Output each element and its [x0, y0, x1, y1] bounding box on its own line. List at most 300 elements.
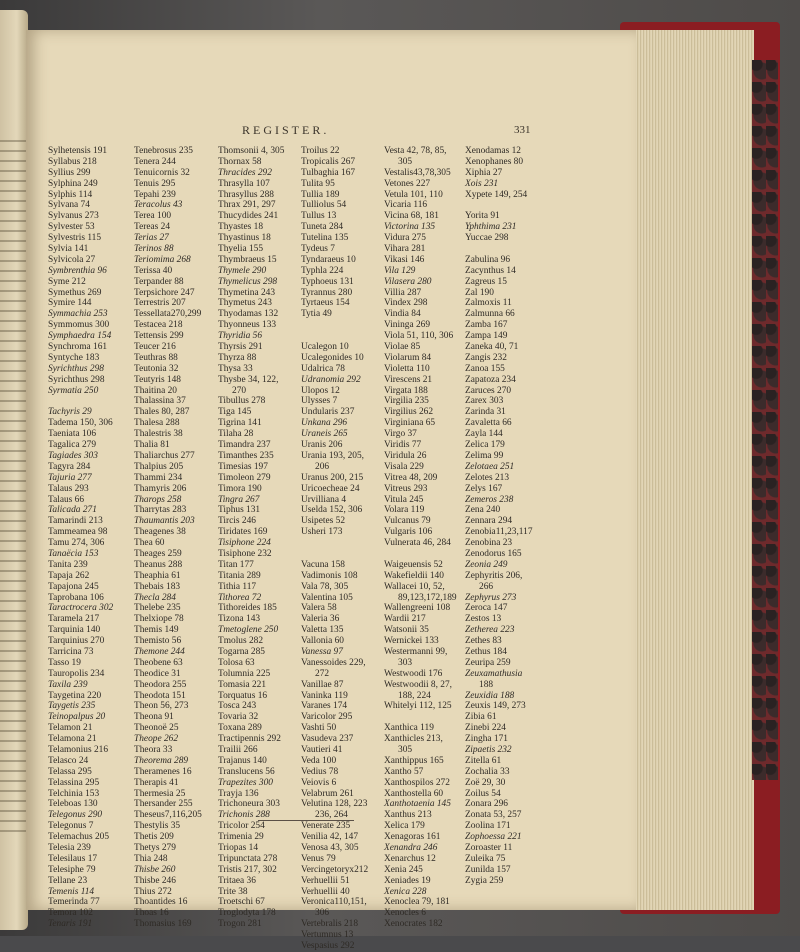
- index-entry: Trajanus 140: [218, 755, 267, 766]
- index-entry: Zelotaea 251: [465, 461, 515, 472]
- index-entry: Thersander 255: [134, 799, 193, 810]
- index-entry: Undularis 237: [301, 407, 355, 418]
- index-entry: Vestalis43,78,305: [384, 167, 451, 178]
- index-entry: Thyastes 18: [218, 222, 264, 233]
- index-entry: Xanthippus 165: [384, 755, 444, 766]
- index-entry: Thetys 279: [134, 843, 176, 853]
- index-entry: Thoantides 16: [134, 897, 188, 908]
- index-entry: Thoas 16: [134, 908, 169, 919]
- index-entry: Xenocles 6: [384, 908, 426, 919]
- index-entry: Tettensis 299: [134, 331, 184, 342]
- index-entry: Tircis 246: [218, 516, 256, 527]
- index-entry: Taramela 217: [48, 614, 100, 625]
- index-entry: Viridula 26: [384, 450, 427, 461]
- index-entry: Theobene 63: [134, 657, 183, 668]
- index-entry: Tiga 145: [218, 407, 252, 418]
- index-entry: Xenandra 246: [384, 843, 438, 853]
- index-entry: Thomasius 169: [134, 919, 192, 930]
- index-entry: Sylvia 141: [48, 244, 89, 255]
- index-column-2: [134, 146, 202, 930]
- index-entry: Theseus7,116,205: [134, 810, 202, 821]
- index-entry: Yuccae 298: [465, 233, 509, 244]
- index-entry: Tamarindi 213: [48, 516, 103, 527]
- index-entry: Taygetis 235: [48, 701, 96, 712]
- index-entry: Tovaria 32: [218, 712, 259, 723]
- index-entry: Zinebi 224: [465, 723, 506, 734]
- index-entry: Tagiades 303: [48, 450, 98, 461]
- index-entry: Theagenes 38: [134, 527, 186, 538]
- letter-gap: [301, 538, 368, 549]
- index-entry: Zonata 53, 257: [465, 810, 522, 821]
- index-entry: Zenobina 23: [465, 538, 513, 549]
- index-entry: Xenia 245: [384, 864, 423, 875]
- index-entry: Vindex 298: [384, 298, 428, 309]
- index-entry: Tenera 244: [134, 156, 176, 167]
- index-entry: Vitula 245: [384, 494, 424, 505]
- index-entry: Tenaris 191: [48, 919, 93, 930]
- index-entry: Toxana 289: [218, 723, 262, 734]
- index-entry: Symphaedra 154: [48, 331, 112, 342]
- index-entry: Tripunctata 278: [218, 853, 278, 864]
- index-entry: Valentina 105: [301, 592, 353, 603]
- index-entry: Vacuna 158: [301, 559, 345, 570]
- index-entry: Syrichthus 298: [48, 363, 104, 374]
- index-entry: Telassa 295: [48, 766, 92, 777]
- index-entry: Tharrytas 283: [134, 505, 187, 516]
- index-entry: Zagreus 15: [465, 276, 507, 287]
- index-entry: Translucens 56: [218, 766, 275, 777]
- index-entry: Viridis 77: [384, 440, 422, 451]
- index-entry: Thalpius 205: [134, 461, 184, 472]
- index-entry: Tellane 23: [48, 875, 88, 886]
- index-entry: Theodice 31: [134, 668, 181, 679]
- index-entry: Zethes 83: [465, 636, 502, 647]
- index-entry: Therapis 41: [134, 777, 179, 788]
- index-entry: 303: [398, 657, 413, 668]
- index-entry: 270: [232, 385, 247, 396]
- index-entry: Terpsichore 247: [134, 287, 195, 298]
- index-entry: Thucydides 241: [218, 211, 279, 222]
- index-entry: Vedius 78: [301, 766, 339, 777]
- index-entry: Sylvanus 273: [48, 211, 99, 222]
- index-entry: Whitelyi 112, 125: [384, 701, 452, 712]
- index-entry: Virgo 37: [384, 429, 417, 440]
- index-entry: 89,123,172,189: [398, 592, 457, 603]
- index-entry: Zetherea 223: [465, 625, 515, 636]
- letter-gap: [301, 331, 368, 342]
- index-entry: Tapajona 245: [48, 581, 99, 592]
- index-entry: Tarricina 73: [48, 646, 94, 657]
- index-entry: Trogon 281: [218, 919, 262, 930]
- index-entry: Thymbraeus 15: [218, 254, 277, 265]
- index-entry: Thracides 292: [218, 167, 272, 178]
- index-entry: Telegonus 290: [48, 810, 103, 821]
- index-entry: Thisbe 260: [134, 864, 176, 875]
- index-entry: Watsonii 35: [384, 625, 429, 636]
- index-entry: Vininga 269: [384, 320, 431, 331]
- index-entry: Zoolina 171: [465, 821, 511, 832]
- index-entry: Synchroma 161: [48, 342, 108, 353]
- index-entry: Tarquinius 270: [48, 636, 105, 647]
- index-entry: Telesia 239: [48, 843, 91, 853]
- index-entry: Tessellata270,299: [134, 309, 202, 320]
- index-entry: Tricolor 254: [218, 821, 265, 832]
- index-entry: Zoë 29, 30: [465, 777, 506, 788]
- running-title: REGISTER.: [242, 123, 330, 137]
- index-entry: Xenagoras 161: [384, 832, 441, 843]
- index-entry: Vesta 42, 78, 85,: [384, 146, 447, 156]
- index-entry: Syrichthus 298: [48, 374, 105, 385]
- index-entry: Venerate 235: [301, 821, 351, 832]
- index-entry: Wallacei 10, 52,: [384, 581, 445, 592]
- index-entry: Valeria 36: [301, 614, 340, 625]
- index-entry: Tarquinia 140: [48, 625, 101, 636]
- index-entry: Valera 58: [301, 603, 337, 614]
- index-entry: Taxila 239: [48, 679, 88, 690]
- index-entry: Thymetina 243: [218, 287, 276, 298]
- index-entry: Vihara 281: [384, 244, 426, 255]
- index-entry: Vaninka 119: [301, 690, 348, 701]
- index-entry: Vindia 84: [384, 309, 421, 320]
- index-entry: Zalmunna 66: [465, 309, 515, 320]
- index-entry: Telchinia 153: [48, 788, 100, 799]
- index-entry: Zayla 144: [465, 429, 503, 440]
- index-entry: Tyndaraeus 10: [301, 254, 356, 265]
- index-entry: Westermanni 99,: [384, 646, 448, 657]
- index-entry: Uricoecheae 24: [301, 483, 360, 494]
- index-entry: Thalia 81: [134, 440, 170, 451]
- index-entry: Tanita 239: [48, 559, 88, 570]
- index-entry: Thyrza 88: [218, 352, 257, 363]
- index-entry: Zonara 296: [465, 799, 508, 810]
- index-entry: Virgata 188: [384, 385, 428, 396]
- index-entry: Vitreus 293: [384, 483, 428, 494]
- index-entry: Thia 248: [134, 853, 168, 864]
- letter-gap: [301, 320, 368, 331]
- index-entry: Timanthes 235: [218, 450, 274, 461]
- index-entry: Thrasylla 107: [218, 178, 270, 189]
- index-entry: Ucalegonides 10: [301, 352, 364, 363]
- index-entry: Syme 212: [48, 276, 86, 287]
- index-entry: Tullus 13: [301, 211, 337, 222]
- index-entry: Vautieri 41: [301, 744, 343, 755]
- index-entry: Thalestris 38: [134, 429, 183, 440]
- index-entry: Theanus 288: [134, 559, 183, 570]
- index-entry: Zena 240: [465, 505, 501, 516]
- index-entry: Vetula 101, 110: [384, 189, 443, 200]
- index-entry: Typhla 224: [301, 265, 344, 276]
- index-entry: Tadema 150, 306: [48, 418, 113, 429]
- index-entry: Zuleika 75: [465, 853, 506, 864]
- index-entry: Temora 102: [48, 908, 93, 919]
- index-entry: Terrestris 207: [134, 298, 186, 309]
- index-entry: Telesiphe 79: [48, 864, 96, 875]
- index-entry: Virginiana 65: [384, 418, 436, 429]
- index-entry: Vashti 50: [301, 723, 337, 734]
- index-entry: Xanthica 119: [384, 723, 434, 734]
- index-entry: Theona 91: [134, 712, 174, 723]
- index-entry: Zygia 259: [465, 875, 504, 886]
- index-entry: Vicaria 116: [384, 200, 428, 211]
- index-entry: Telamon 21: [48, 723, 93, 734]
- index-entry: Trailii 266: [218, 744, 258, 755]
- index-entry: Teucer 216: [134, 342, 176, 353]
- index-entry: Vilasera 280: [384, 276, 432, 287]
- index-entry: Thalesa 288: [134, 418, 180, 429]
- index-entry: Thysbe 34, 122,: [218, 374, 279, 385]
- index-entry: Theages 259: [134, 548, 182, 559]
- index-entry: Thaumantis 203: [134, 516, 195, 527]
- index-entry: Symmomus 300: [48, 320, 110, 331]
- index-entry: Xenophanes 80: [465, 156, 524, 167]
- index-entry: Thamyris 206: [134, 483, 187, 494]
- index-entry: Teuthras 88: [134, 352, 178, 363]
- index-entry: Xypete 149, 254: [465, 189, 528, 200]
- index-entry: Venilia 42, 147: [301, 832, 359, 843]
- index-entry: Thomsonii 4, 305: [218, 146, 285, 156]
- index-entry: Theodora 255: [134, 679, 187, 690]
- index-entry: Volara 119: [384, 505, 425, 516]
- index-entry: Vikasi 146: [384, 254, 425, 265]
- index-entry: Zeuxamathusia: [465, 668, 523, 679]
- index-entry: Teutonia 32: [134, 363, 179, 374]
- index-entry: Talaus 293: [48, 483, 89, 494]
- index-entry: Tullia 189: [301, 189, 340, 200]
- index-entry: Tulbaghia 167: [301, 167, 356, 178]
- index-entry: Vespasius 292: [301, 941, 355, 952]
- index-entry: Wardii 217: [384, 614, 426, 625]
- index-entry: Tepahi 239: [134, 189, 176, 200]
- index-entry: Tanaëcia 153: [48, 548, 99, 559]
- index-entry: Vulcanus 79: [384, 516, 431, 527]
- index-entry: Taygetina 220: [48, 690, 102, 701]
- index-entry: Troilus 22: [301, 146, 340, 156]
- marbled-endpaper: [752, 60, 778, 780]
- index-entry: Visala 229: [384, 461, 424, 472]
- index-entry: Unkana 296: [301, 418, 348, 429]
- index-entry: Uraneis 265: [301, 429, 348, 440]
- index-entry: Tizona 143: [218, 614, 261, 625]
- index-entry: Tulliolus 54: [301, 200, 347, 211]
- index-entry: Sylphina 249: [48, 178, 98, 189]
- index-entry: Vasudeva 237: [301, 734, 354, 745]
- index-entry: Telamona 21: [48, 734, 97, 745]
- index-entry: Sylvicola 27: [48, 254, 96, 265]
- index-entry: Tagalica 279: [48, 440, 97, 451]
- index-entry: Zabulina 96: [465, 254, 511, 265]
- index-entry: Zeuxidia 188: [465, 690, 515, 701]
- index-entry: Velutina 128, 223: [301, 799, 368, 810]
- index-entry: Thyastinus 18: [218, 233, 271, 244]
- index-entry: Theope 262: [134, 734, 179, 745]
- index-entry: Vala 78, 305: [301, 581, 349, 592]
- index-entry: Venosa 43, 305: [301, 843, 359, 853]
- index-entry: Troglodyta 178: [218, 908, 276, 919]
- index-entry: Usheri 173: [301, 527, 343, 538]
- index-entry: Zanoa 155: [465, 363, 505, 374]
- index-entry: Syllius 299: [48, 167, 91, 178]
- index-entry: Zestos 13: [465, 614, 502, 625]
- letter-gap: [465, 244, 533, 255]
- index-entry: Zemeros 238: [465, 494, 514, 505]
- index-entry: Xenocrates 182: [384, 919, 443, 930]
- index-entry: Xenica 228: [384, 886, 427, 897]
- index-entry: Thalassina 37: [134, 396, 186, 407]
- index-entry: Tisiphone 224: [218, 538, 271, 549]
- index-entry: Teleboas 130: [48, 799, 98, 810]
- index-entry: Zavaletta 66: [465, 418, 512, 429]
- index-entry: Trapezites 300: [218, 777, 273, 788]
- index-entry: Thea 60: [134, 538, 165, 549]
- index-entry: Tithia 117: [218, 581, 257, 592]
- index-entry: Zapatoza 234: [465, 374, 516, 385]
- index-entry: Timoleon 279: [218, 472, 271, 483]
- index-entry: Wernickei 133: [384, 636, 439, 647]
- index-entry: Telemachus 205: [48, 832, 110, 843]
- index-entry: Togarna 285: [218, 646, 265, 657]
- index-entry: Troetschi 67: [218, 897, 265, 908]
- index-entry: Testacea 218: [134, 320, 183, 331]
- index-entry: Usipetes 52: [301, 516, 346, 527]
- index-entry: Thius 272: [134, 886, 172, 897]
- index-entry: Zophoessa 221: [465, 832, 522, 843]
- index-entry: Veiovis 6: [301, 777, 337, 788]
- index-entry: Trite 38: [218, 886, 248, 897]
- index-entry: Thrasyllus 288: [218, 189, 274, 200]
- index-entry: Theramenes 16: [134, 766, 192, 777]
- index-entry: Zochalia 33: [465, 766, 510, 777]
- index-entry: Theodota 151: [134, 690, 186, 701]
- index-entry: Tereas 24: [134, 222, 171, 233]
- index-entry: Trichoneura 303: [218, 799, 280, 810]
- index-entry: Xenarchus 12: [384, 853, 436, 864]
- index-entry: Zeuripa 259: [465, 657, 511, 668]
- index-entry: Zephyrus 273: [465, 592, 517, 603]
- index-entry: Zampa 149: [465, 331, 508, 342]
- index-entry: Victorina 135: [384, 222, 436, 233]
- index-entry: Tauropolis 234: [48, 668, 105, 679]
- index-entry: Tapaja 262: [48, 570, 90, 581]
- index-entry: 305: [398, 744, 413, 755]
- index-entry: Zoroaster 11: [465, 843, 513, 853]
- index-entry: Thyodamas 132: [218, 309, 279, 320]
- index-entry: Trayja 136: [218, 788, 259, 799]
- index-entry: Tilaha 28: [218, 429, 254, 440]
- index-entry: Violae 85: [384, 342, 421, 353]
- index-entry: Syllabus 218: [48, 156, 97, 167]
- index-entry: Velabrum 261: [301, 788, 354, 799]
- index-entry: Sylvana 74: [48, 200, 90, 211]
- index-entry: Thetis 209: [134, 832, 174, 843]
- index-entry: Timora 190: [218, 483, 262, 494]
- index-entry: Tolumnia 225: [218, 668, 271, 679]
- page-edges: [630, 30, 754, 910]
- index-entry: Tibullus 278: [218, 396, 266, 407]
- index-entry: Telegonus 7: [48, 821, 94, 832]
- index-entry: Thrax 291, 297: [218, 200, 276, 211]
- index-entry: Tasso 19: [48, 657, 81, 668]
- index-entry: Vidura 275: [384, 233, 426, 244]
- index-entry: Verhuellii 51: [301, 875, 350, 886]
- index-entry: Zarex 303: [465, 396, 504, 407]
- index-entry: Westwoodi 176: [384, 668, 443, 679]
- index-entry: Veda 100: [301, 755, 337, 766]
- index-entry: Telamonius 216: [48, 744, 109, 755]
- index-entry: Tammeamea 98: [48, 527, 108, 538]
- index-entry: Theora 33: [134, 744, 173, 755]
- index-entry: Varanes 174: [301, 701, 348, 712]
- index-entry: Titan 177: [218, 559, 254, 570]
- index-entry: Thales 80, 287: [134, 407, 190, 418]
- index-entry: Zunilda 157: [465, 864, 511, 875]
- index-entry: Zeuxis 149, 273: [465, 701, 526, 712]
- index-entry: Talaus 66: [48, 494, 85, 505]
- index-entry: 305: [398, 156, 413, 167]
- index-entry: Tropicalis 267: [301, 156, 356, 167]
- index-entry: Vila 129: [384, 265, 416, 276]
- index-entry: Tharops 258: [134, 494, 182, 505]
- index-entry: Tritaea 36: [218, 875, 256, 886]
- index-entry: Thaliarchus 277: [134, 450, 195, 461]
- index-entry: Tyrtaeus 154: [301, 298, 350, 309]
- index-entry: Vulgaris 106: [384, 527, 433, 538]
- index-entry: Tuneta 284: [301, 222, 344, 233]
- index-entry: Vanillae 87: [301, 679, 344, 690]
- index-entry: Thysa 33: [218, 363, 253, 374]
- index-entry: Zipaetis 232: [465, 744, 512, 755]
- index-entry: Thornax 58: [218, 156, 262, 167]
- index-entry: Wakefieldii 140: [384, 570, 444, 581]
- page-number: 331: [514, 124, 531, 136]
- index-entry: Valetta 135: [301, 625, 344, 636]
- index-entry: Xeniades 19: [384, 875, 431, 886]
- index-entry: Violarum 84: [384, 352, 432, 363]
- index-entry: Tolosa 63: [218, 657, 255, 668]
- index-entry: Zephyritis 206,: [465, 570, 523, 581]
- index-entry: Yphthima 231: [465, 222, 517, 233]
- index-entry: Wallengreeni 108: [384, 603, 451, 614]
- index-entry: Thymele 290: [218, 265, 267, 276]
- index-entry: 266: [479, 581, 494, 592]
- letter-gap: [384, 549, 457, 560]
- index-column-5: [384, 146, 457, 930]
- index-entry: Xantho 57: [384, 766, 424, 777]
- index-entry: Tajuria 277: [48, 472, 92, 483]
- index-column-6: [465, 146, 533, 887]
- index-entry: Urania 193, 205,: [301, 450, 365, 461]
- index-entry: Xanthospilos 272: [384, 777, 450, 788]
- index-entry: Viola 51, 110, 306: [384, 331, 454, 342]
- index-entry: Udranomia 292: [301, 374, 361, 385]
- index-entry: Tosca 243: [218, 701, 257, 712]
- index-entry: Sylphis 114: [48, 189, 93, 200]
- index-entry: Taprobana 106: [48, 592, 104, 603]
- index-entry: Zaruces 270: [465, 385, 512, 396]
- index-entry: Zarinda 31: [465, 407, 506, 418]
- index-entry: Thymetus 243: [218, 298, 272, 309]
- end-rule: [258, 820, 354, 821]
- index-entry: Taractrocera 302: [48, 603, 114, 614]
- index-entry: Zitella 61: [465, 755, 502, 766]
- index-entry: Xiphia 27: [465, 167, 503, 178]
- index-entry: Terpander 88: [134, 276, 184, 287]
- index-entry: Terea 100: [134, 211, 172, 222]
- index-entry: Vertumnus 13: [301, 930, 354, 941]
- index-entry: Tutelina 135: [301, 233, 349, 244]
- index-column-1: [48, 146, 113, 930]
- index-entry: Tamu 274, 306: [48, 538, 105, 549]
- index-entry: Zibia 61: [465, 712, 497, 723]
